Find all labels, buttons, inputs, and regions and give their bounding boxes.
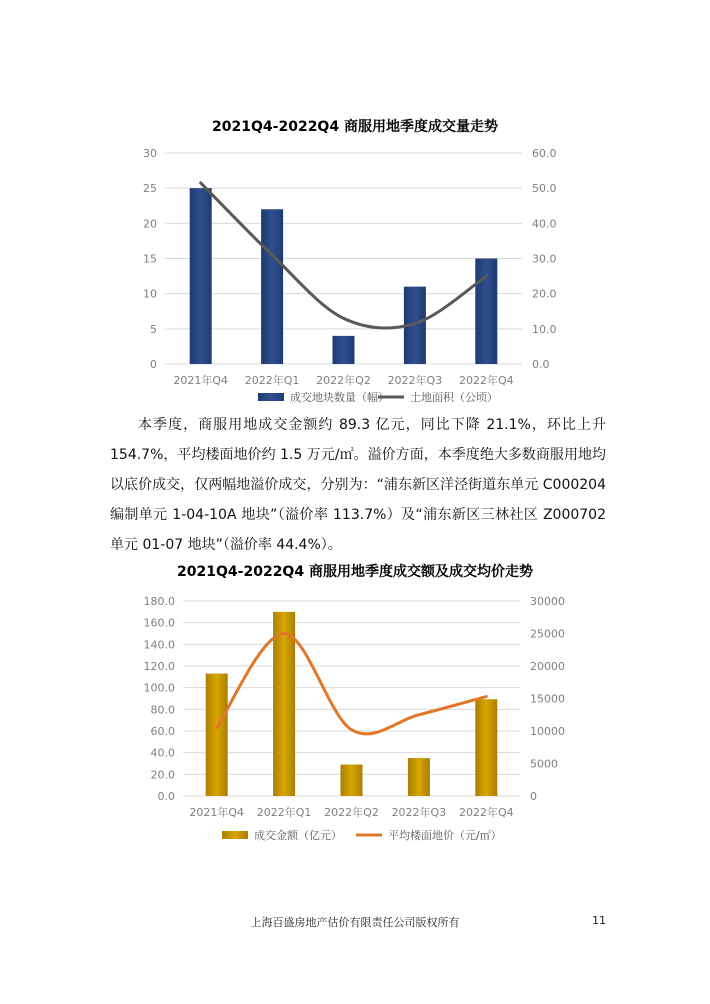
bar xyxy=(341,765,363,796)
y-right-tick-label: 0 xyxy=(530,790,537,803)
bar xyxy=(475,259,497,365)
chart1-plot xyxy=(0,140,710,410)
y-left-tick-label: 0 xyxy=(150,358,157,371)
series-line xyxy=(217,633,487,733)
page-number: 11 xyxy=(592,914,606,927)
bar xyxy=(190,188,212,364)
legend-bar-swatch xyxy=(222,831,248,839)
y-right-tick-label: 25000 xyxy=(530,627,565,641)
body-paragraph-block xyxy=(110,410,606,560)
y-right-tick-label: 50.0 xyxy=(532,182,557,196)
x-tick-label: 2022年Q2 xyxy=(324,806,379,819)
x-tick-label: 2021年Q4 xyxy=(189,806,245,819)
x-tick-label: 2022年Q4 xyxy=(458,806,514,819)
y-left-tick-label: 20 xyxy=(143,217,157,231)
y-right-tick-label: 10.0 xyxy=(532,322,557,336)
y-left-tick-label: 15 xyxy=(143,252,157,266)
y-left-tick-label: 20.0 xyxy=(150,768,175,782)
chart2-title: 2021Q4-2022Q4 商服用地季度成交额及成交均价走势 xyxy=(177,564,533,580)
x-tick-label: 2022年Q4 xyxy=(458,374,514,387)
body-paragraph: 本季度，商服用地成交金额约 89.3 亿元，同比下降 21.1%，环比上升 154.7%，平均楼面地价约 1.5 万元/㎡。溢价方面，本季度绝大多数商服用地均以底价成交，仅两幅地溢价成交，分别为：“浦东新区洋泾街道东单元 C000204 编制单元 1-04-10A 地块”（溢价率 113.7%）及“浦东新区三林社区 Z000702 单元 01-07 地块”（溢价率 44.4%）。 xyxy=(110,417,606,553)
x-tick-label: 2022年Q1 xyxy=(256,806,312,819)
y-right-tick-label: 30.0 xyxy=(532,252,557,266)
y-right-tick-label: 10000 xyxy=(530,725,565,738)
y-left-tick-label: 100.0 xyxy=(143,681,175,695)
legend-line-label: 土地面积（公顷） xyxy=(410,391,498,404)
page-footer: 上海百盛房地产估价有限责任公司版权所有 xyxy=(250,916,460,929)
x-tick-label: 2021年Q4 xyxy=(173,374,229,387)
legend-line-label: 平均楼面地价（元/㎡） xyxy=(388,829,502,842)
y-right-tick-label: 40.0 xyxy=(532,217,557,231)
legend-bar-label: 成交地块数量（幅） xyxy=(290,391,389,404)
y-left-tick-label: 120.0 xyxy=(143,660,175,673)
y-right-tick-label: 20000 xyxy=(530,660,565,673)
legend-bar-swatch xyxy=(258,393,284,401)
y-left-tick-label: 180.0 xyxy=(143,595,175,608)
y-left-tick-label: 60.0 xyxy=(150,725,175,738)
chart1-title: 2021Q4-2022Q4 商服用地季度成交量走势 xyxy=(212,119,498,135)
bar xyxy=(333,336,355,364)
y-left-tick-label: 80.0 xyxy=(150,703,175,717)
y-right-tick-label: 5000 xyxy=(530,757,558,771)
y-left-tick-label: 40.0 xyxy=(150,746,175,760)
y-right-tick-label: 60.0 xyxy=(532,147,557,160)
y-right-tick-label: 20.0 xyxy=(532,287,557,301)
chart2-plot xyxy=(0,585,710,850)
bar xyxy=(475,699,497,796)
y-right-tick-label: 15000 xyxy=(530,692,565,706)
legend-bar-label: 成交金额（亿元） xyxy=(254,829,342,842)
y-left-tick-label: 140.0 xyxy=(143,638,175,652)
bar xyxy=(261,209,283,364)
y-left-tick-label: 0.0 xyxy=(157,790,175,803)
y-right-tick-label: 0.0 xyxy=(532,358,550,371)
x-tick-label: 2022年Q1 xyxy=(244,374,300,387)
bar xyxy=(206,674,228,796)
y-left-tick-label: 10 xyxy=(143,287,157,301)
bar xyxy=(408,758,430,796)
y-right-tick-label: 30000 xyxy=(530,595,565,608)
y-left-tick-label: 160.0 xyxy=(143,616,175,630)
y-left-tick-label: 25 xyxy=(143,182,157,196)
y-left-tick-label: 30 xyxy=(143,147,157,160)
bar xyxy=(273,612,295,796)
x-tick-label: 2022年Q3 xyxy=(391,806,447,819)
series-line xyxy=(201,183,487,328)
x-tick-label: 2022年Q2 xyxy=(316,374,371,387)
x-tick-label: 2022年Q3 xyxy=(387,374,443,387)
y-left-tick-label: 5 xyxy=(150,322,157,336)
